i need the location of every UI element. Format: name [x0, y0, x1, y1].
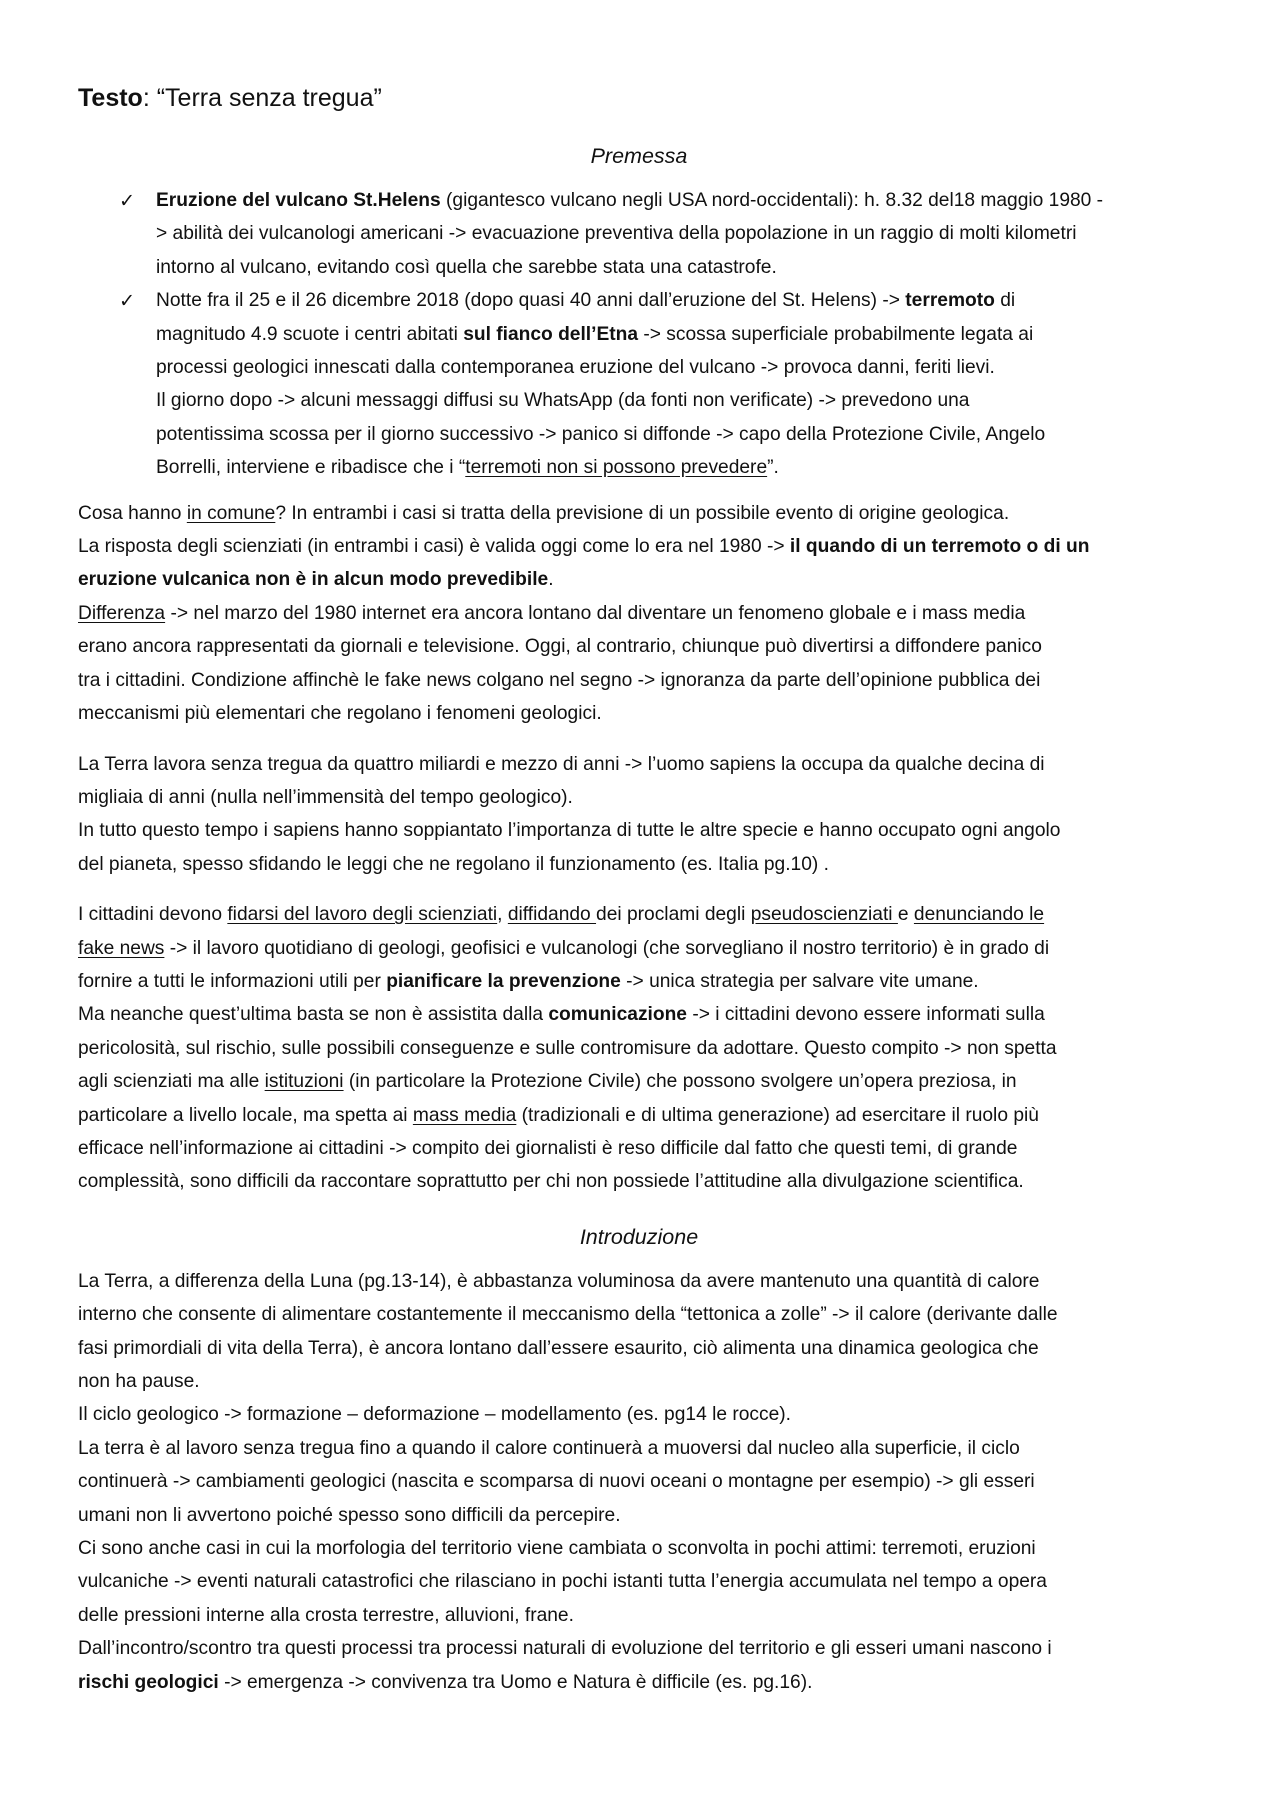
list-item — [119, 284, 1200, 484]
bold-text: eruzione vulcanica non è in alcun modo prevedibile — [78, 569, 549, 591]
spacer — [78, 881, 1200, 898]
text: interno che consente di alimentare costantemente il meccanismo della “tettonica a zolle” -> il calore (derivante dalle — [78, 1304, 1058, 1326]
text: -> emergenza -> convivenza tra Uomo e Natura è difficile (es. pg.16). — [218, 1671, 813, 1693]
text: In tutto questo tempo i sapiens hanno soppiantato l’importanza di tutte le altre specie e hanno occupato ogni angolo — [78, 820, 1061, 842]
item-bold: Eruzione del vulcano St.Helens — [156, 190, 441, 211]
text: tra i cittadini. Condizione affinchè le fake news colgano nel segno -> ignoranza da parte dell’opinione pubblica dei — [78, 669, 1041, 691]
text: fasi primordiali di vita della Terra), è ancora lontano dall’essere esaurito, ciò alimenta una dinamica geologica che — [78, 1337, 1039, 1359]
title-label: Testo — [78, 84, 143, 112]
underlined-text: fidarsi del lavoro degli scienziati — [227, 904, 498, 926]
item-text: intorno al vulcano, evitando così quella che sarebbe stata una catastrofe. — [156, 256, 777, 278]
underlined-text: istituzioni — [264, 1071, 344, 1093]
text: La terra è al lavoro senza tregua fino a quando il calore continuerà a muoversi dal nucleo alla superficie, il ciclo — [78, 1437, 1020, 1459]
section-heading-premessa: Premessa — [590, 144, 688, 168]
paragraph-cittadini — [78, 898, 1200, 1199]
item-bold: sul fianco dell’Etna — [463, 323, 639, 345]
text: umani non li avvertono poiché spesso sono difficili da percepire. — [78, 1504, 621, 1526]
item-underline: terremoti non si possono prevedere — [465, 457, 768, 479]
text: vulcaniche -> eventi naturali catastrofici che rilasciano in pochi istanti tutta l’energia accumulata nel tempo a opera — [78, 1571, 1047, 1593]
text: La Terra lavora senza tregua da quattro miliardi e mezzo di anni -> l’uomo sapiens la occupa da qualche decina di — [78, 753, 1045, 775]
item-text: potentissima scossa per il giorno successivo -> panico si diffonde -> capo della Protezione Civile, Angelo — [156, 423, 1046, 445]
text: La Terra, a differenza della Luna (pg.13-14), è abbastanza voluminosa da avere mantenuto una quantità di calore — [78, 1270, 1040, 1292]
text: complessità, sono difficili da raccontare soprattutto per chi non possiede l’attitudine alla divulgazione scientifica. — [78, 1171, 1024, 1193]
section-heading-introduzione: Introduzione — [579, 1224, 699, 1249]
item-bold: terremoto — [905, 290, 995, 312]
spacer — [78, 731, 1200, 748]
text: dei proclami degli — [596, 904, 751, 926]
item-text: > abilità dei vulcanologi americani -> evacuazione preventiva della popolazione in un raggio di molti kilometri — [156, 223, 1077, 245]
text: , — [497, 904, 508, 926]
text: Cosa hanno — [78, 502, 187, 524]
underlined-text: Differenza — [78, 602, 166, 624]
text: pericolosità, sul rischio, sulle possibili conseguenze e sulle contromisure da adottare. Questo compito -> non spetta — [78, 1037, 1057, 1059]
checkmark-icon: ✓ — [119, 189, 136, 212]
item-text: di — [994, 290, 1016, 312]
text: continuerà -> cambiamenti geologici (nascita e scomparsa di nuovi oceani o montagne per esempio) -> gli esseri — [78, 1471, 1035, 1493]
item-text: (gigantesco vulcano negli USA nord-occidentali): h. 8.32 del18 maggio 1980 - — [440, 190, 1104, 211]
underlined-text: mass media — [412, 1104, 517, 1126]
paragraph-comune — [78, 497, 1200, 731]
title-text: : “Terra senza tregua” — [142, 84, 382, 112]
item-text: magnitudo 4.9 scuote i centri abitati — [156, 323, 464, 345]
bold-text: comunicazione — [548, 1004, 687, 1026]
checkmark-icon: ✓ — [119, 289, 136, 313]
text: (tradizionali e di ultima generazione) ad esercitare il ruolo più — [516, 1104, 1039, 1126]
item-text: processi geologici innescati dalla contemporanea eruzione del vulcano -> provoca danni, feriti lievi. — [156, 357, 995, 379]
text: fornire a tutti le informazioni utili per — [78, 970, 387, 992]
bold-text: il quando di un terremoto o di un — [789, 536, 1090, 558]
text: erano ancora rappresentati da giornali e televisione. Oggi, al contrario, chiunque può divertirsi a diffondere panico — [78, 636, 1042, 658]
underlined-text: denunciando le — [913, 904, 1045, 926]
underlined-text: in comune — [186, 502, 276, 524]
text: -> il lavoro quotidiano di geologi, geofisici e vulcanologi (che sorvegliano il nostro territorio) è in grado di — [164, 937, 1050, 959]
text: Ma neanche quest’ultima basta se non è assistita dalla — [78, 1004, 549, 1026]
text: del pianeta, spesso sfidando le leggi che ne regolano il funzionamento (es. Italia pg.10) . — [78, 853, 829, 875]
underlined-text: pseudoscienziati — [750, 904, 898, 926]
text: meccanismi più elementari che regolano i fenomeni geologici. — [78, 703, 602, 725]
text: I cittadini devono — [78, 904, 228, 926]
text: Il ciclo geologico -> formazione – deformazione – modellamento (es. pg14 le rocce). — [78, 1404, 791, 1426]
bold-text: pianificare la prevenzione — [386, 970, 621, 992]
paragraph-introduzione — [78, 1265, 1200, 1699]
spacer — [78, 1199, 1200, 1219]
text: delle pressioni interne alla crosta terrestre, alluvioni, frane. — [78, 1604, 574, 1626]
text: particolare a livello locale, ma spetta ai — [78, 1104, 413, 1126]
paragraph-terra — [78, 748, 1200, 882]
item-text: Il giorno dopo -> alcuni messaggi diffusi su WhatsApp (da fonti non verificate) -> prevedono una — [156, 390, 970, 412]
text: -> unica strategia per salvare vite umane. — [620, 970, 979, 992]
text: migliaia di anni (nulla nell’immensità del tempo geologico). — [78, 786, 573, 808]
underlined-text: diffidando — [507, 904, 597, 926]
list-item — [119, 184, 1200, 284]
document-title — [78, 78, 1200, 118]
text: agli scienziati ma alle — [78, 1071, 265, 1093]
text: Dall’incontro/scontro tra questi processi tra processi naturali di evoluzione del territorio e gli esseri umani nascono i — [78, 1638, 1052, 1660]
text: . — [548, 569, 554, 591]
premessa-checklist — [78, 184, 1200, 485]
text: efficace nell’informazione ai cittadini -> compito dei giornalisti è reso difficile dal fatto che questi temi, di grande — [78, 1137, 1018, 1159]
bold-text: rischi geologici — [78, 1671, 219, 1693]
text: -> i cittadini devono essere informati sulla — [686, 1004, 1045, 1026]
item-text: -> scossa superficiale probabilmente legata ai — [638, 323, 1034, 345]
text: La risposta degli scienziati (in entrambi i casi) è valida oggi come lo era nel 1980 -> — [78, 536, 790, 558]
item-text: ”. — [767, 457, 779, 479]
text: -> nel marzo del 1980 internet era ancora lontano dal diventare un fenomeno globale e i mass media — [165, 602, 1026, 624]
text: ? In entrambi i casi si tratta della previsione di un possibile evento di origine geologica. — [275, 502, 1010, 524]
item-text: Borrelli, interviene e ribadisce che i “ — [156, 457, 466, 479]
text: e — [897, 904, 914, 926]
item-text: Notte fra il 25 e il 26 dicembre 2018 (dopo quasi 40 anni dall’eruzione del St. Helens) -> — [156, 290, 906, 312]
text: (in particolare la Protezione Civile) che possono svolgere un’opera preziosa, in — [343, 1071, 1017, 1093]
underlined-text: fake news — [78, 937, 165, 959]
text: Ci sono anche casi in cui la morfologia del territorio viene cambiata o sconvolta in pochi attimi: terremoti, eruzioni — [78, 1538, 1036, 1560]
text: non ha pause. — [78, 1371, 200, 1392]
